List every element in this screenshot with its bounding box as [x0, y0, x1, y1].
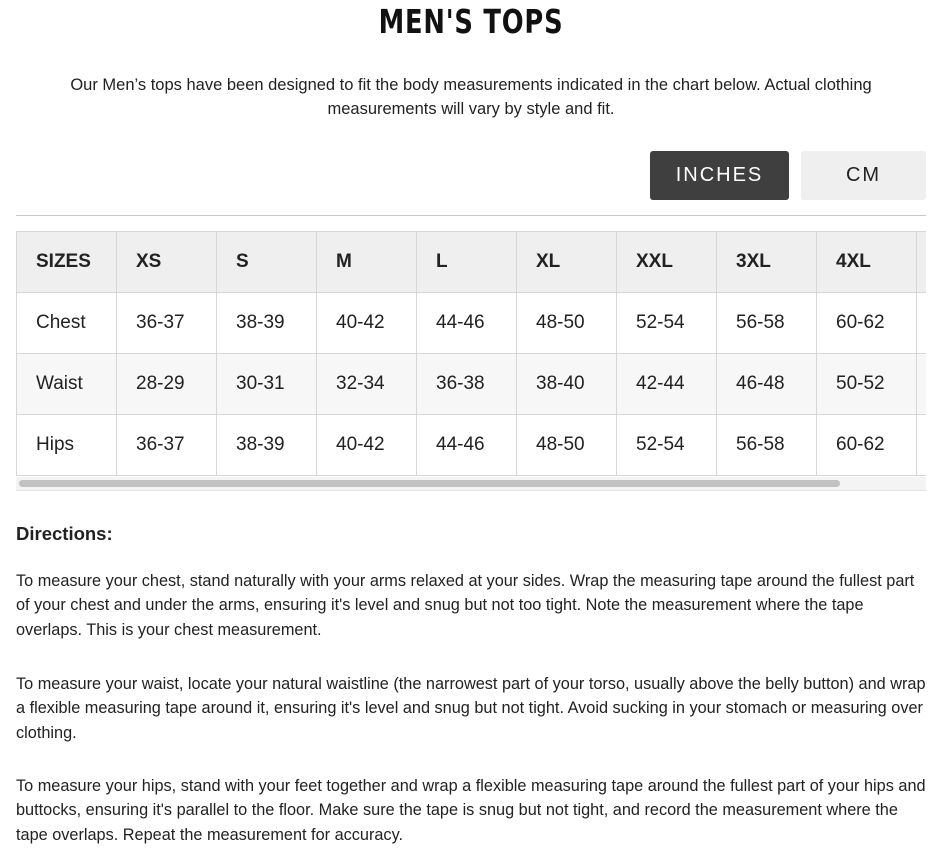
table-cell: 52-54: [617, 415, 717, 476]
table-cell: 38-39: [217, 415, 317, 476]
table-header-row: [17, 232, 927, 293]
table-cell: 44-46: [417, 293, 517, 354]
waist-directions: To measure your waist, locate your natural waistline (the narrowest part of your torso, usually above the belly button) and wrap a flexible measuring tape around it, ensuring it's level and snug but not tight. Avoid sucking in your stomach or measuring over clothing.: [16, 675, 926, 742]
divider: [16, 215, 926, 216]
header-cell-sizes: SIZES: [17, 232, 117, 293]
table-cell: 36-38: [417, 354, 517, 415]
header-cell-xs: XS: [117, 232, 217, 293]
table-cell: 48-50: [517, 293, 617, 354]
table-cell: 32-34: [317, 354, 417, 415]
table-cell: 40-42: [317, 415, 417, 476]
page-title: MEN'S TOPS: [378, 2, 564, 41]
row-label-chest: Chest: [17, 293, 117, 354]
intro-text: Our Men’s tops have been designed to fit the body measurements indicated in the chart below. Actual clothing measurements will vary by style and fit.: [70, 76, 872, 118]
table-cell: 40-42: [317, 293, 417, 354]
table-cell: 28-29: [117, 354, 217, 415]
cm-button[interactable]: CM: [801, 151, 926, 200]
inches-button[interactable]: INCHES: [650, 151, 789, 200]
horizontal-scrollbar[interactable]: [16, 477, 926, 491]
table-cell: 36-37: [117, 293, 217, 354]
hips-directions: To measure your hips, stand with your feet together and wrap a flexible measuring tape around the fullest part of your hips and buttocks, ensuring it's parallel to the floor. Make sure the tape is snug but not tight, and record the measurement where the tape overlaps. Repeat the measurement for accuracy.: [16, 777, 926, 844]
header-cell-xl: XL: [517, 232, 617, 293]
scrollbar-thumb[interactable]: [19, 480, 840, 487]
header-cell-4xl: 4XL: [817, 232, 917, 293]
chest-directions: To measure your chest, stand naturally with your arms relaxed at your sides. Wrap the measuring tape around the fullest part of your chest and under the arms, ensuring it's level and snug but not too tight. Note the measurement where the tape overlaps. This is your chest measurement.: [16, 572, 915, 639]
size-table-container[interactable]: [16, 231, 926, 476]
size-table: [16, 231, 926, 476]
header-cell-l: L: [417, 232, 517, 293]
table-row-chest: [17, 293, 927, 354]
table-cell: 60-62: [817, 415, 917, 476]
table-cell: 48-50: [517, 415, 617, 476]
table-cell: 44-46: [417, 415, 517, 476]
row-label-waist: Waist: [17, 354, 117, 415]
table-cell: 52-54: [617, 293, 717, 354]
header-cell-m: M: [317, 232, 417, 293]
table-cell: 56-58: [717, 293, 817, 354]
table-cell: 30-31: [217, 354, 317, 415]
row-label-hips: Hips: [17, 415, 117, 476]
table-cell: 46-48: [717, 354, 817, 415]
table-row-waist: [17, 354, 927, 415]
table-row-hips: [17, 415, 927, 476]
table-cell: 38-40: [517, 354, 617, 415]
table-cell-overflow: [917, 415, 927, 476]
table-cell: 56-58: [717, 415, 817, 476]
table-cell: 36-37: [117, 415, 217, 476]
table-cell: 50-52: [817, 354, 917, 415]
header-cell-3xl: 3XL: [717, 232, 817, 293]
header-cell-xxl: XXL: [617, 232, 717, 293]
table-cell-overflow: [917, 293, 927, 354]
table-cell: 60-62: [817, 293, 917, 354]
directions-heading: Directions:: [16, 523, 113, 544]
table-cell: 38-39: [217, 293, 317, 354]
header-cell-s: S: [217, 232, 317, 293]
header-cell-overflow: [917, 232, 927, 293]
table-cell: 42-44: [617, 354, 717, 415]
table-cell-overflow: [917, 354, 927, 415]
